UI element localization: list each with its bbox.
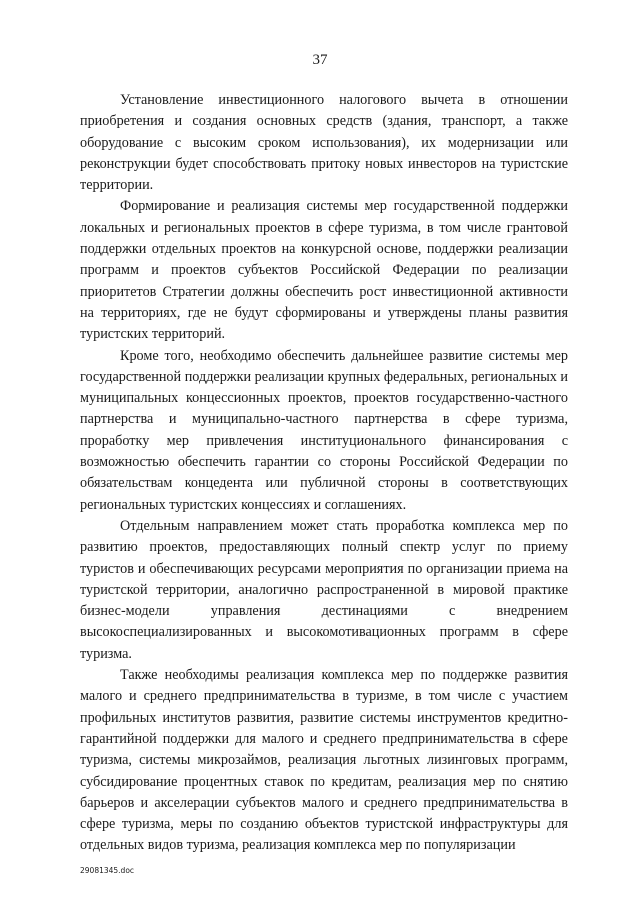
footer-filename: 29081345.doc — [80, 866, 135, 875]
paragraph-1: Установление инвестиционного налогового вычета в отношении приобретения и создания основных средств (здания, транспорт, а также оборудование с высоким сроком использования), их модернизации или реконструкции будет способствовать притоку новых инвесторов на туристские территории. — [80, 92, 568, 194]
paragraph-5: Также необходимы реализация комплекса мер по поддержке развития малого и среднего предпринимательства в туризме, в том числе с участием профильных институтов развития, развитие системы инструментов кредитно-гарантийной поддержки для малого и среднего предпринимательства в сфере туризма, системы микрозаймов, реализация льготных лизинговых программ, субсидирование процентных ставок по кредитам, реализация мер по снятию барьеров и акселерации субъектов малого и среднего предпринимательства в сфере туризма, меры по созданию объектов туристской инфраструктуры для отдельных видов туризма, реализация комплекса мер по популяризации — [80, 667, 568, 854]
page-number: 37 — [312, 52, 328, 68]
document-body — [80, 90, 568, 857]
paragraph-3: Кроме того, необходимо обеспечить дальнейшее развитие системы мер государственной поддержки реализации крупных федеральных, региональных и муниципальных концессионных проектов, проектов государственно-частного партнерства и муниципально-частного партнерства в сфере туризма, проработку мер привлечения институционального финансирования с возможностью обеспечить гарантии со стороны Российской Федерации по обязательствам концедента или публичной стороны в соответствующих региональных туристских концессиях и соглашениях. — [80, 347, 568, 513]
paragraph-4: Отдельным направлением может стать проработка комплекса мер по развитию проектов, предоставляющих полный спектр услуг по приему туристов и обеспечивающих ресурсами мероприятия по организации приема на туристской территории, аналогично распространенной в мировой практике бизнес-модели управления дестинациями с внедрением высокоспециализированных и высокомотивационных программ в сфере туризма. — [80, 517, 568, 662]
paragraph-2: Формирование и реализация системы мер государственной поддержки локальных и региональных проектов в сфере туризма, в том числе грантовой поддержки отдельных проектов на конкурсной основе, поддержки реализации программ и проектов субъектов Российской Федерации по реализации приоритетов Стратегии должны обеспечить рост инвестиционной активности на территориях, где не будут сформированы и утверждены планы развития туристских территорий. — [80, 198, 568, 343]
